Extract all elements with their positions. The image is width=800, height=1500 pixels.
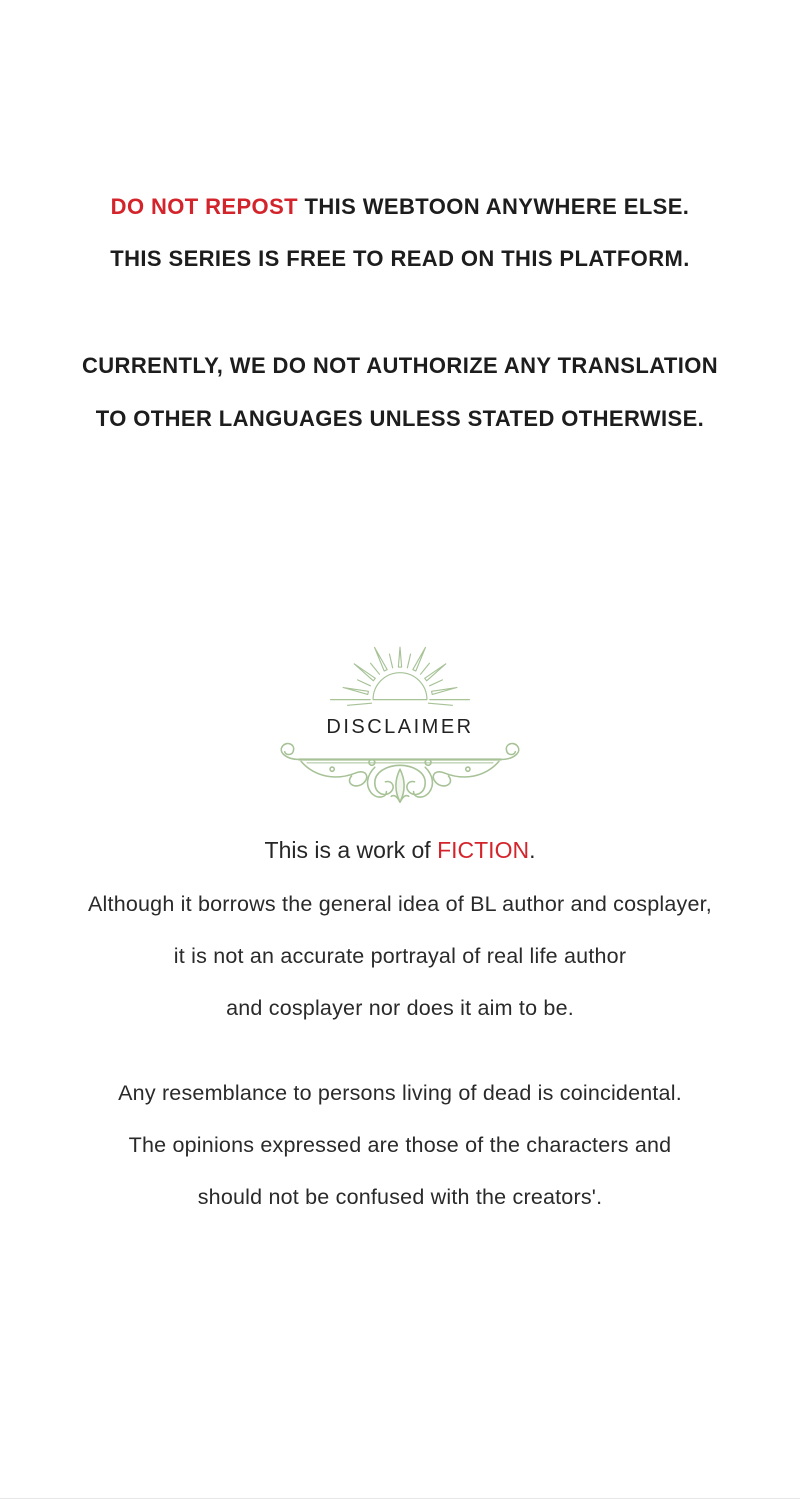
para2-line2: The opinions expressed are those of the characters and (128, 1133, 672, 1157)
repost-warning-line1 (0, 194, 800, 220)
para2-line3: should not be confused with the creators'. (197, 1185, 603, 1209)
translation-notice-line2: TO OTHER LANGUAGES UNLESS STATED OTHERWISE. (95, 406, 705, 431)
repost-warning-line1-rest: THIS WEBTOON ANYWHERE ELSE. (297, 194, 690, 219)
rising-sun-icon (322, 644, 478, 712)
fiction-statement-prefix: This is a work of (264, 837, 438, 863)
flourish-divider-icon (274, 740, 526, 810)
fiction-statement-suffix: . (529, 837, 536, 863)
disclaimer-heading: DISCLAIMER (326, 716, 474, 738)
rising-sun-svg (322, 644, 478, 712)
fiction-highlight: FICTION (437, 837, 530, 863)
para1-line3: and cosplayer nor does it aim to be. (226, 996, 574, 1020)
flourish-svg (274, 740, 526, 810)
free-to-read-line: THIS SERIES IS FREE TO READ ON THIS PLATFORM. (110, 246, 690, 271)
page-bottom-separator (0, 1498, 800, 1499)
fiction-statement (0, 837, 800, 864)
do-not-repost-highlight: DO NOT REPOST (110, 194, 298, 219)
para1-line1: Although it borrows the general idea of BL author and cosplayer, (88, 892, 712, 916)
para1-line2: it is not an accurate portrayal of real life author (173, 944, 627, 968)
para2-line1: Any resemblance to persons living of dead is coincidental. (118, 1081, 682, 1105)
translation-notice-line1: CURRENTLY, WE DO NOT AUTHORIZE ANY TRANSLATION (81, 353, 719, 378)
